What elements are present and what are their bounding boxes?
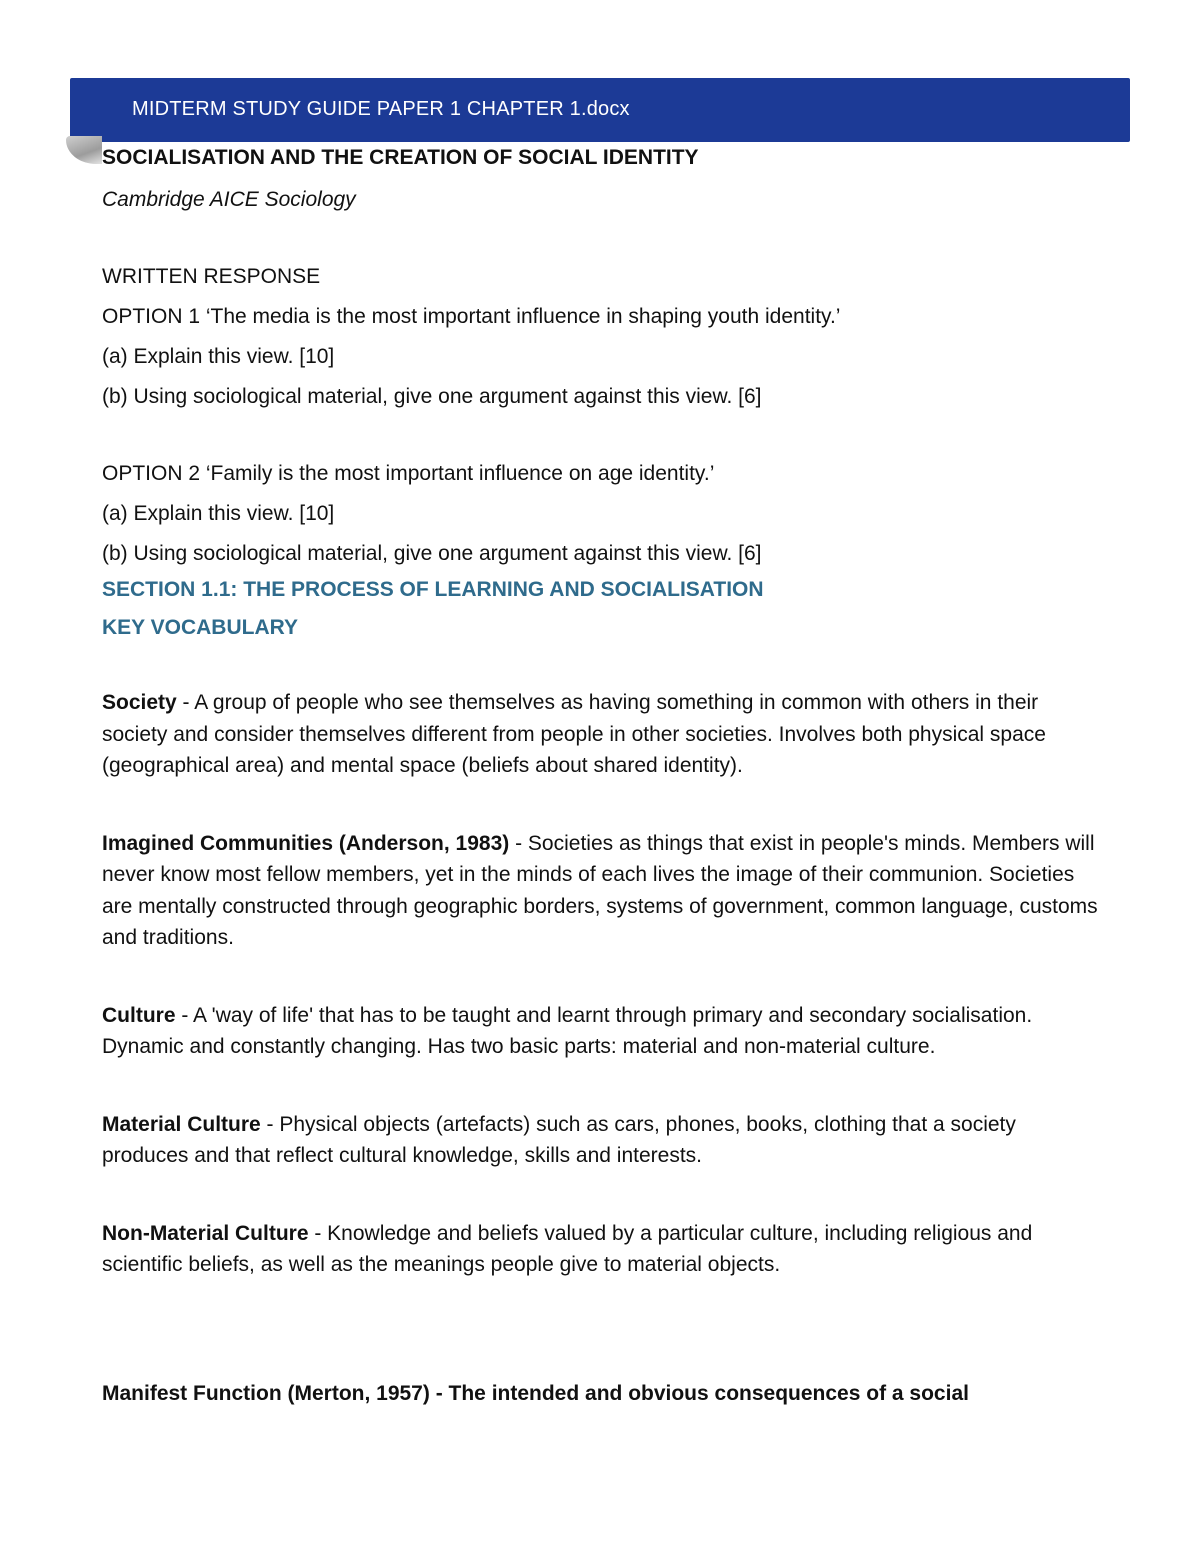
document-title: SOCIALISATION AND THE CREATION OF SOCIAL IDENTITY xyxy=(102,146,699,169)
spacer xyxy=(102,215,1102,261)
truncated-text: Manifest Function (Merton, 1957) - The intended and obvious consequences of a social xyxy=(102,1382,969,1405)
vocabulary-entry xyxy=(102,1000,1102,1063)
vocabulary-list xyxy=(102,687,1102,1281)
vocabulary-entry xyxy=(102,687,1102,782)
option1-part-a: (a) Explain this view. [10] xyxy=(102,345,335,368)
document-header-banner xyxy=(70,78,1130,142)
vocabulary-entry xyxy=(102,1109,1102,1172)
spacer xyxy=(102,412,1102,458)
option2-prompt: OPTION 2 ‘Family is the most important influence on age identity.’ xyxy=(102,462,715,485)
vocabulary-term: Material Culture xyxy=(102,1112,261,1136)
truncated-text-line xyxy=(102,1382,1032,1410)
vocabulary-entry xyxy=(102,1218,1102,1281)
vocabulary-definition: - Knowledge and beliefs valued by a particular culture, including religious and scientific beliefs, as well as the meanings people give to material objects. xyxy=(102,1221,1033,1276)
vocabulary-definition: - A 'way of life' that has to be taught and learnt through primary and secondary socialisation. Dynamic and constantly changing. Has two basic parts: material and non-material culture. xyxy=(102,1003,1033,1058)
option1-prompt: OPTION 1 ‘The media is the most important influence in shaping youth identity.’ xyxy=(102,305,841,328)
section-subtitle: KEY VOCABULARY xyxy=(102,616,299,639)
option2-part-a: (a) Explain this view. [10] xyxy=(102,502,335,525)
document-subtitle: Cambridge AICE Sociology xyxy=(102,188,356,211)
document-body xyxy=(102,142,1102,1327)
vocabulary-term: Imagined Communities (Anderson, 1983) xyxy=(102,831,510,855)
option2-part-b: (b) Using sociological material, give one argument against this view. [6] xyxy=(102,542,762,565)
vocabulary-term: Culture xyxy=(102,1003,176,1027)
written-response-block xyxy=(102,261,1102,569)
vocabulary-definition: - Societies as things that exist in people's minds. Members will never know most fellow members, yet in the minds of each lives the image of their communion. Societies are mentally constructed through geographic borders, systems of government, common language, customs and traditions. xyxy=(102,831,1098,949)
vocabulary-term: Non-Material Culture xyxy=(102,1221,309,1245)
document-filename: MIDTERM STUDY GUIDE PAPER 1 CHAPTER 1.docx xyxy=(132,98,630,120)
vocabulary-entry xyxy=(102,828,1102,954)
spacer xyxy=(102,647,1102,687)
vocabulary-definition: - A group of people who see themselves as having something in common with others in their society and consider themselves different from people in other societies. Involves both physical space (geographical area) and mental space (beliefs about shared identity). xyxy=(102,691,1046,777)
written-response-label: WRITTEN RESPONSE xyxy=(102,265,321,288)
page-curl-decoration xyxy=(66,136,102,164)
vocabulary-definition: - Physical objects (artefacts) such as cars, phones, books, clothing that a society produces and that reflect cultural knowledge, skills and interests. xyxy=(102,1112,1016,1167)
section-title: SECTION 1.1: THE PROCESS OF LEARNING AND SOCIALISATION xyxy=(102,578,764,601)
vocabulary-term: Society xyxy=(102,691,177,714)
option1-part-b: (b) Using sociological material, give one argument against this view. [6] xyxy=(102,385,762,408)
